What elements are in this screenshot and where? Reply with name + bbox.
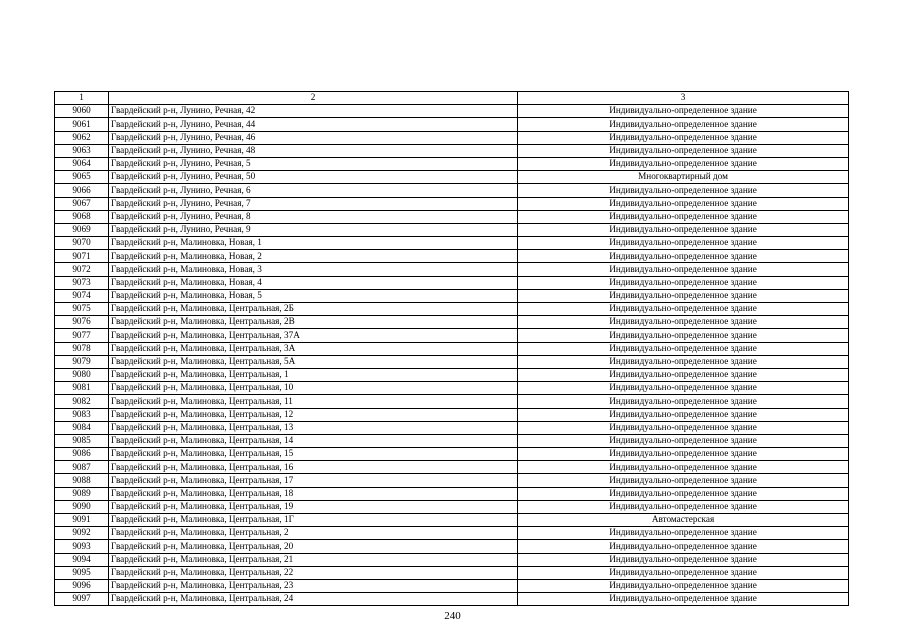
table-row (55, 421, 849, 434)
table-row (55, 461, 849, 474)
cell-building-type: Индивидуально-определенное здание (518, 421, 849, 434)
cell-building-type: Многоквартирный дом (518, 171, 849, 184)
cell-address: Гвардейский р-н, Малиновка, Новая, 3 (109, 263, 518, 276)
cell-number: 9076 (55, 316, 109, 329)
cell-address: Гвардейский р-н, Малиновка, Центральная, 5А (109, 355, 518, 368)
table-row (55, 579, 849, 592)
cell-building-type: Индивидуально-определенное здание (518, 434, 849, 447)
cell-building-type: Индивидуально-определенное здание (518, 276, 849, 289)
table-row (55, 368, 849, 381)
cell-number: 9063 (55, 144, 109, 157)
cell-address: Гвардейский р-н, Малиновка, Центральная, 24 (109, 593, 518, 606)
cell-address: Гвардейский р-н, Лунино, Речная, 6 (109, 184, 518, 197)
header-cell-type: 3 (518, 92, 849, 105)
cell-number: 9067 (55, 197, 109, 210)
table-row (55, 395, 849, 408)
table-row (55, 197, 849, 210)
cell-number: 9084 (55, 421, 109, 434)
cell-building-type: Индивидуально-определенное здание (518, 342, 849, 355)
cell-address: Гвардейский р-н, Малиновка, Центральная, 23 (109, 579, 518, 592)
table-row (55, 210, 849, 223)
cell-building-type: Индивидуально-определенное здание (518, 461, 849, 474)
cell-address: Гвардейский р-н, Лунино, Речная, 5 (109, 157, 518, 170)
property-table-body (55, 92, 849, 606)
cell-address: Гвардейский р-н, Малиновка, Центральная, 12 (109, 408, 518, 421)
cell-address: Гвардейский р-н, Малиновка, Новая, 2 (109, 250, 518, 263)
cell-address: Гвардейский р-н, Лунино, Речная, 44 (109, 118, 518, 131)
cell-number: 9064 (55, 157, 109, 170)
cell-building-type: Индивидуально-определенное здание (518, 303, 849, 316)
cell-address: Гвардейский р-н, Малиновка, Центральная, 2Б (109, 303, 518, 316)
cell-number: 9075 (55, 303, 109, 316)
cell-address: Гвардейский р-н, Малиновка, Центральная, 1Г (109, 514, 518, 527)
cell-address: Гвардейский р-н, Лунино, Речная, 50 (109, 171, 518, 184)
cell-number: 9089 (55, 487, 109, 500)
cell-number: 9072 (55, 263, 109, 276)
cell-number: 9083 (55, 408, 109, 421)
cell-building-type: Индивидуально-определенное здание (518, 395, 849, 408)
table-row (55, 223, 849, 236)
cell-number: 9097 (55, 593, 109, 606)
table-row (55, 144, 849, 157)
table-row (55, 527, 849, 540)
cell-number: 9066 (55, 184, 109, 197)
cell-building-type: Индивидуально-определенное здание (518, 566, 849, 579)
cell-address: Гвардейский р-н, Малиновка, Центральная, 37А (109, 329, 518, 342)
cell-address: Гвардейский р-н, Лунино, Речная, 9 (109, 223, 518, 236)
table-row (55, 157, 849, 170)
table-row (55, 237, 849, 250)
cell-building-type: Индивидуально-определенное здание (518, 487, 849, 500)
cell-building-type: Автомастерская (518, 514, 849, 527)
cell-building-type: Индивидуально-определенное здание (518, 355, 849, 368)
cell-building-type: Индивидуально-определенное здание (518, 540, 849, 553)
cell-building-type: Индивидуально-определенное здание (518, 263, 849, 276)
table-row (55, 316, 849, 329)
cell-address: Гвардейский р-н, Малиновка, Центральная, 15 (109, 448, 518, 461)
cell-building-type: Индивидуально-определенное здание (518, 289, 849, 302)
cell-building-type: Индивидуально-определенное здание (518, 144, 849, 157)
cell-address: Гвардейский р-н, Малиновка, Центральная, 18 (109, 487, 518, 500)
cell-number: 9077 (55, 329, 109, 342)
table-row (55, 263, 849, 276)
cell-building-type: Индивидуально-определенное здание (518, 237, 849, 250)
cell-number: 9095 (55, 566, 109, 579)
cell-address: Гвардейский р-н, Малиновка, Новая, 1 (109, 237, 518, 250)
cell-number: 9065 (55, 171, 109, 184)
cell-number: 9062 (55, 131, 109, 144)
cell-building-type: Индивидуально-определенное здание (518, 448, 849, 461)
cell-address: Гвардейский р-н, Малиновка, Центральная, 14 (109, 434, 518, 447)
cell-address: Гвардейский р-н, Малиновка, Центральная, 13 (109, 421, 518, 434)
cell-building-type: Индивидуально-определенное здание (518, 223, 849, 236)
table-row (55, 593, 849, 606)
table-row (55, 514, 849, 527)
table-row (55, 250, 849, 263)
cell-number: 9080 (55, 368, 109, 381)
table-row (55, 474, 849, 487)
table-row (55, 408, 849, 421)
cell-address: Гвардейский р-н, Малиновка, Центральная, 21 (109, 553, 518, 566)
table-row (55, 540, 849, 553)
cell-number: 9087 (55, 461, 109, 474)
table-row (55, 355, 849, 368)
cell-number: 9096 (55, 579, 109, 592)
page-number: 240 (444, 610, 461, 622)
cell-building-type: Индивидуально-определенное здание (518, 553, 849, 566)
cell-building-type: Индивидуально-определенное здание (518, 105, 849, 118)
cell-number: 9082 (55, 395, 109, 408)
cell-building-type: Индивидуально-определенное здание (518, 474, 849, 487)
header-cell-number: 1 (55, 92, 109, 105)
cell-building-type: Индивидуально-определенное здание (518, 329, 849, 342)
table-header-row (55, 92, 849, 105)
cell-address: Гвардейский р-н, Малиновка, Центральная, 16 (109, 461, 518, 474)
cell-address: Гвардейский р-н, Малиновка, Центральная, 2 (109, 527, 518, 540)
cell-number: 9081 (55, 382, 109, 395)
table-row (55, 303, 849, 316)
cell-number: 9073 (55, 276, 109, 289)
cell-number: 9088 (55, 474, 109, 487)
table-row (55, 553, 849, 566)
cell-number: 9068 (55, 210, 109, 223)
table-row (55, 487, 849, 500)
cell-address: Гвардейский р-н, Малиновка, Центральная, 2В (109, 316, 518, 329)
cell-number: 9090 (55, 500, 109, 513)
cell-address: Гвардейский р-н, Лунино, Речная, 42 (109, 105, 518, 118)
table-row (55, 500, 849, 513)
cell-number: 9079 (55, 355, 109, 368)
cell-number: 9093 (55, 540, 109, 553)
header-cell-address: 2 (109, 92, 518, 105)
cell-building-type: Индивидуально-определенное здание (518, 579, 849, 592)
table-row (55, 118, 849, 131)
cell-number: 9085 (55, 434, 109, 447)
cell-address: Гвардейский р-н, Малиновка, Центральная, 3А (109, 342, 518, 355)
table-row (55, 382, 849, 395)
cell-address: Гвардейский р-н, Малиновка, Новая, 5 (109, 289, 518, 302)
cell-building-type: Индивидуально-определенное здание (518, 118, 849, 131)
table-row (55, 105, 849, 118)
table-row (55, 289, 849, 302)
cell-building-type: Индивидуально-определенное здание (518, 316, 849, 329)
cell-number: 9069 (55, 223, 109, 236)
cell-building-type: Индивидуально-определенное здание (518, 408, 849, 421)
table-row (55, 276, 849, 289)
cell-number: 9094 (55, 553, 109, 566)
cell-building-type: Индивидуально-определенное здание (518, 210, 849, 223)
table-row (55, 171, 849, 184)
table-row (55, 131, 849, 144)
cell-building-type: Индивидуально-определенное здание (518, 197, 849, 210)
cell-address: Гвардейский р-н, Малиновка, Центральная, 10 (109, 382, 518, 395)
cell-address: Гвардейский р-н, Малиновка, Центральная, 22 (109, 566, 518, 579)
table-row (55, 434, 849, 447)
property-table (54, 91, 849, 606)
cell-address: Гвардейский р-н, Лунино, Речная, 48 (109, 144, 518, 157)
cell-building-type: Индивидуально-определенное здание (518, 382, 849, 395)
cell-address: Гвардейский р-н, Малиновка, Центральная, 17 (109, 474, 518, 487)
cell-building-type: Индивидуально-определенное здание (518, 500, 849, 513)
table-row (55, 329, 849, 342)
cell-building-type: Индивидуально-определенное здание (518, 250, 849, 263)
cell-number: 9091 (55, 514, 109, 527)
cell-building-type: Индивидуально-определенное здание (518, 157, 849, 170)
cell-building-type: Индивидуально-определенное здание (518, 184, 849, 197)
cell-number: 9070 (55, 237, 109, 250)
cell-address: Гвардейский р-н, Малиновка, Центральная, 11 (109, 395, 518, 408)
cell-number: 9071 (55, 250, 109, 263)
cell-building-type: Индивидуально-определенное здание (518, 131, 849, 144)
cell-number: 9074 (55, 289, 109, 302)
cell-address: Гвардейский р-н, Малиновка, Центральная, 1 (109, 368, 518, 381)
cell-number: 9060 (55, 105, 109, 118)
table-row (55, 184, 849, 197)
cell-address: Гвардейский р-н, Малиновка, Центральная, 19 (109, 500, 518, 513)
cell-number: 9086 (55, 448, 109, 461)
table-row (55, 448, 849, 461)
table-row (55, 566, 849, 579)
cell-address: Гвардейский р-н, Малиновка, Центральная, 20 (109, 540, 518, 553)
cell-address: Гвардейский р-н, Лунино, Речная, 7 (109, 197, 518, 210)
cell-building-type: Индивидуально-определенное здание (518, 368, 849, 381)
cell-address: Гвардейский р-н, Лунино, Речная, 8 (109, 210, 518, 223)
cell-number: 9078 (55, 342, 109, 355)
cell-building-type: Индивидуально-определенное здание (518, 593, 849, 606)
cell-number: 9061 (55, 118, 109, 131)
table-row (55, 342, 849, 355)
cell-address: Гвардейский р-н, Лунино, Речная, 46 (109, 131, 518, 144)
cell-number: 9092 (55, 527, 109, 540)
cell-address: Гвардейский р-н, Малиновка, Новая, 4 (109, 276, 518, 289)
cell-building-type: Индивидуально-определенное здание (518, 527, 849, 540)
